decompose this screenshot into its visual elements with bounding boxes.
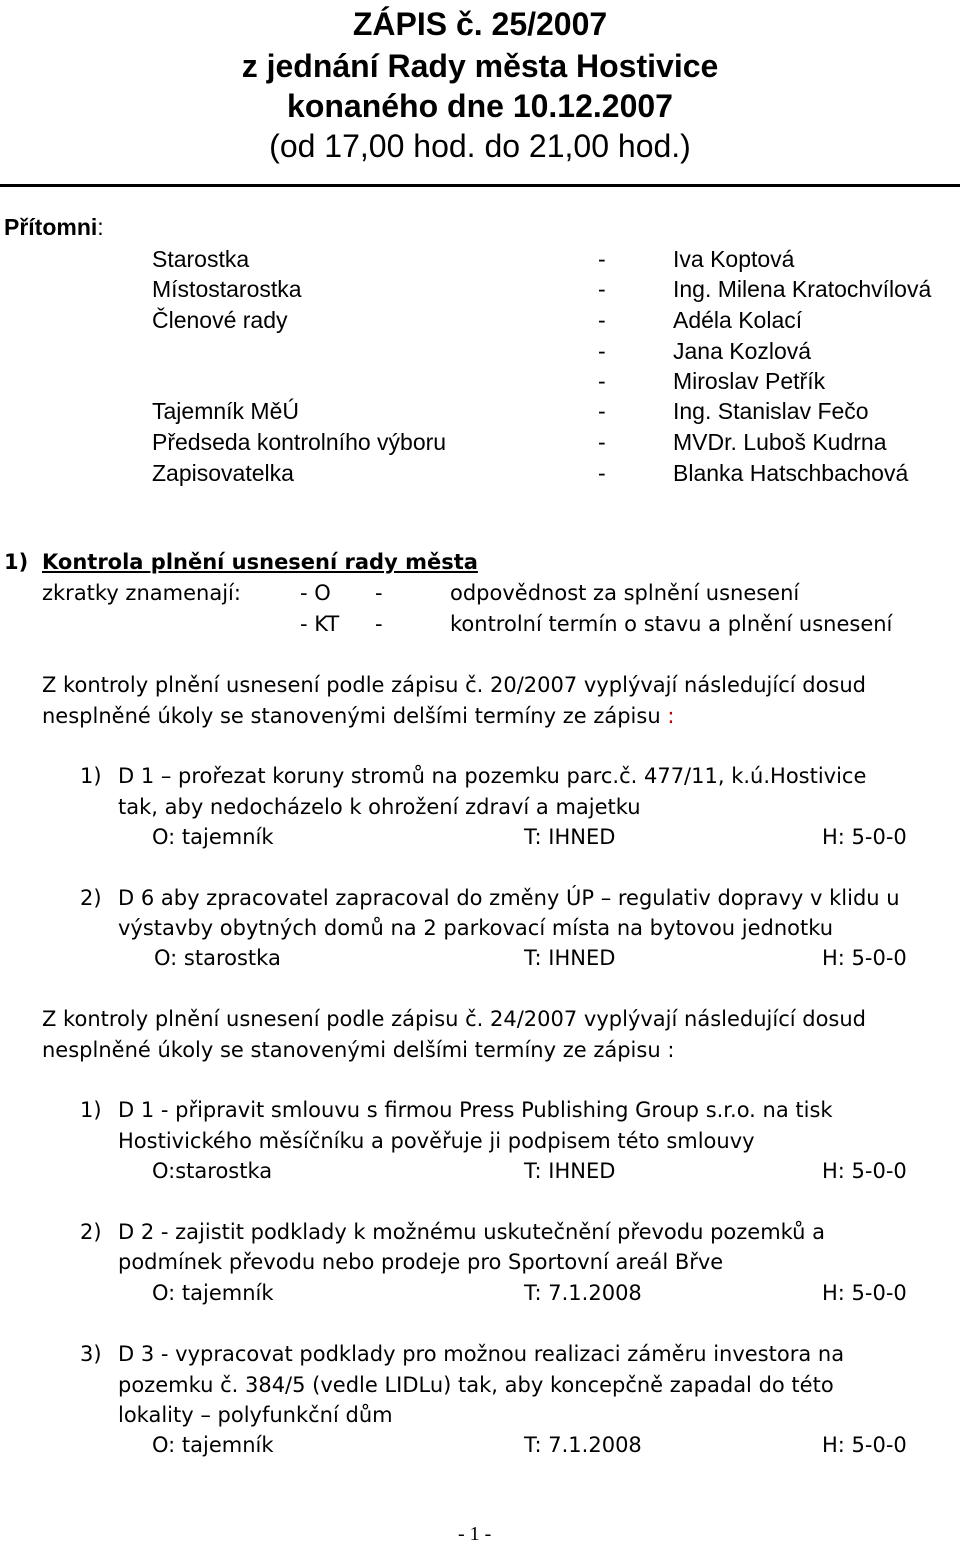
task-text: D 1 – prořezat koruny stromů na pozemku parc.č. 477/11, k.ú.Hostivice xyxy=(118,764,867,788)
abbreviation-code: - O xyxy=(300,581,331,605)
meeting-time: (od 17,00 hod. do 21,00 hod.) xyxy=(269,128,691,164)
header-divider xyxy=(0,184,960,187)
attendee-role: Členové rady xyxy=(152,307,288,333)
task-deadline: T: IHNED xyxy=(524,946,616,970)
task-responsible: O: tajemník xyxy=(152,825,274,849)
attendee-role: Starostka xyxy=(152,246,250,272)
abbreviation-dash: - xyxy=(375,581,383,605)
attendee-name: Ing. Milena Kratochvílová xyxy=(673,276,932,302)
task-deadline: T: 7.1.2008 xyxy=(524,1433,642,1457)
attendance-heading xyxy=(4,216,104,239)
meeting-date: konaného dne 10.12.2007 xyxy=(287,88,673,124)
attendee-role: Předseda kontrolního výboru xyxy=(152,429,447,455)
task-vote: H: 5-0-0 xyxy=(822,1159,907,1183)
attendee-dash: - xyxy=(598,307,606,333)
task-deadline: T: IHNED xyxy=(524,1159,616,1183)
attendee-name: Iva Koptová xyxy=(673,246,795,272)
check-intro-continued xyxy=(42,706,674,727)
task-number: 1) xyxy=(80,764,102,788)
abbreviation-dash: - xyxy=(375,612,383,636)
task-text: tak, aby nedocházelo k ohrožení zdraví a majetku xyxy=(118,795,641,819)
attendee-dash: - xyxy=(598,246,606,272)
attendee-dash: - xyxy=(598,338,606,364)
attendee-dash: - xyxy=(598,276,606,302)
abbreviations-label: zkratky znamenají: xyxy=(42,581,241,605)
task-responsible: O: tajemník xyxy=(152,1433,274,1457)
attendee-name: Adéla Kolací xyxy=(673,307,803,333)
task-vote: H: 5-0-0 xyxy=(822,825,907,849)
attendee-role: Zapisovatelka xyxy=(152,460,294,486)
check-intro: Z kontroly plnění usnesení podle zápisu č. 24/2007 vyplývají následující dosud xyxy=(42,1007,867,1031)
section-heading: Kontrola plnění usnesení rady města xyxy=(42,550,478,574)
attendee-name: Jana Kozlová xyxy=(673,338,812,364)
task-text: D 3 - vypracovat podklady pro možnou realizaci záměru investora na xyxy=(118,1342,845,1366)
task-text: podmínek převodu nebo prodeje pro Sportovní areál Břve xyxy=(118,1250,724,1274)
abbreviation-meaning: kontrolní termín o stavu a plnění usnesení xyxy=(450,612,893,636)
task-vote: H: 5-0-0 xyxy=(822,946,907,970)
task-responsible: O: starostka xyxy=(154,946,281,970)
task-number: 2) xyxy=(80,886,102,910)
task-vote: H: 5-0-0 xyxy=(822,1433,907,1457)
page-number: - 1 - xyxy=(458,1523,492,1545)
task-vote: H: 5-0-0 xyxy=(822,1281,907,1305)
task-text: D 2 - zajistit podklady k možnému uskutečnění převodu pozemků a xyxy=(118,1220,826,1244)
attendee-name: MVDr. Luboš Kudrna xyxy=(673,429,887,455)
task-number: 2) xyxy=(80,1220,102,1244)
task-deadline: T: IHNED xyxy=(524,825,616,849)
task-number: 3) xyxy=(80,1342,102,1366)
task-text: Hostivického měsíčníku a pověřuje ji podpisem této smlouvy xyxy=(118,1129,755,1153)
attendee-dash: - xyxy=(598,398,606,424)
attendance-colon: : xyxy=(97,214,104,240)
attendee-name: Blanka Hatschbachová xyxy=(673,460,909,486)
task-responsible: O:starostka xyxy=(152,1159,273,1183)
minutes-title: ZÁPIS č. 25/2007 xyxy=(352,6,608,42)
abbreviation-meaning: odpovědnost za splnění usnesení xyxy=(450,581,800,605)
abbreviation-code: - KT xyxy=(300,612,340,636)
attendee-role: Tajemník MěÚ xyxy=(152,398,299,424)
attendee-name: Miroslav Petřík xyxy=(673,368,826,394)
check-intro: Z kontroly plnění usnesení podle zápisu č. 20/2007 vyplývají následující dosud xyxy=(42,673,867,697)
section-number: 1) xyxy=(4,550,29,574)
task-text: lokality – polyfunkční dům xyxy=(118,1403,393,1427)
task-text: D 1 - připravit smlouvu s firmou Press Publishing Group s.r.o. na tisk xyxy=(118,1098,833,1122)
meeting-name: z jednání Rady města Hostivice xyxy=(241,48,719,84)
task-text: výstavby obytných domů na 2 parkovací místa na bytovou jednotku xyxy=(118,916,834,940)
task-text: pozemku č. 384/5 (vedle LIDLu) tak, aby koncepčně zapadal do této xyxy=(118,1373,834,1397)
task-deadline: T: 7.1.2008 xyxy=(524,1281,642,1305)
check-intro-continued: nesplněné úkoly se stanovenými delšími termíny ze zápisu : xyxy=(42,1038,675,1062)
attendee-role: Místostarostka xyxy=(152,276,302,302)
attendee-name: Ing. Stanislav Fečo xyxy=(673,398,869,424)
task-text: D 6 aby zpracovatel zapracoval do změny ÚP – regulativ dopravy v klidu u xyxy=(118,886,900,910)
task-responsible: O: tajemník xyxy=(152,1281,274,1305)
attendee-dash: - xyxy=(598,368,606,394)
check-intro-text: nesplněné úkoly se stanovenými delšími termíny ze zápisu xyxy=(42,704,661,728)
task-number: 1) xyxy=(80,1098,102,1122)
attendee-dash: - xyxy=(598,429,606,455)
check-intro-colon: : xyxy=(667,704,675,728)
attendee-dash: - xyxy=(598,460,606,486)
attendance-label: Přítomni xyxy=(4,214,98,240)
